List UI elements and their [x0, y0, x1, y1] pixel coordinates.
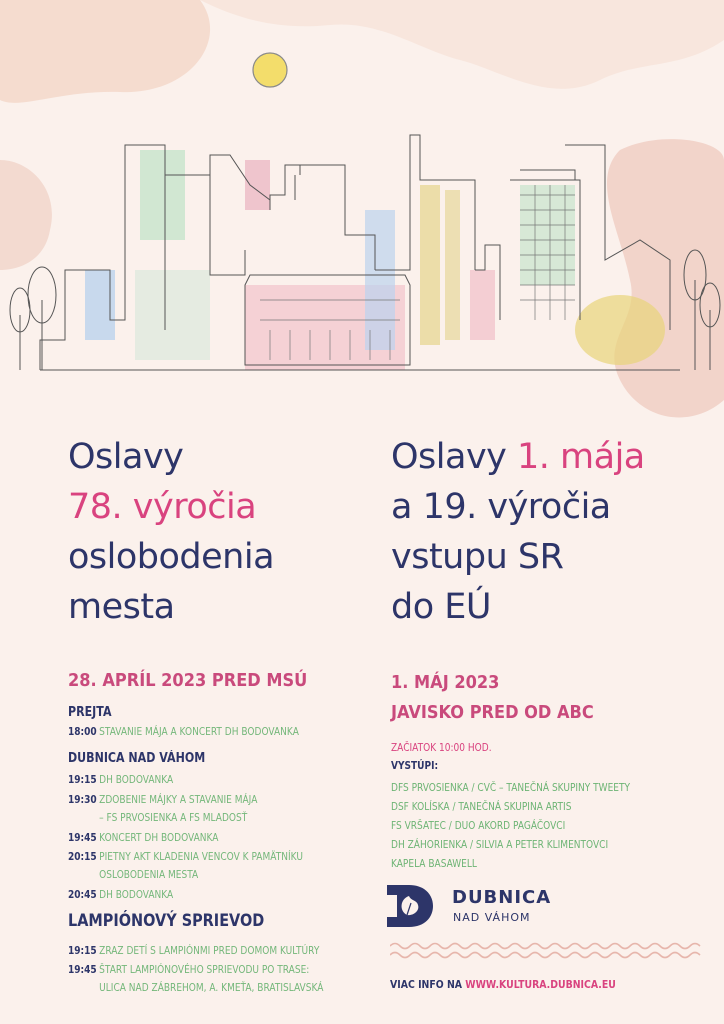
performer-item: DH ZÁHORIENKA / SILVIA A PETER KLIMENTOVCI [391, 838, 609, 851]
sun-icon [253, 53, 287, 87]
right-headline-line2: a 19. výročia [391, 487, 611, 527]
right-headline-line4: do EÚ [391, 587, 491, 627]
section-title-prejta: PREJTA [68, 705, 112, 720]
left-headline-line2: 78. výročia [68, 487, 257, 527]
logo-subtitle: NAD VÁHOM [453, 911, 531, 924]
schedule-row: OSLOBODENIA MESTA [99, 868, 199, 881]
schedule-row: 19:15 DH BODOVANKA [68, 773, 174, 786]
performers-label: VYSTÚPI: [391, 759, 439, 772]
dubnica-logo-icon [385, 883, 435, 929]
footer-info: VIAC INFO NA WWW.KULTURA.DUBNICA.EU [390, 978, 616, 991]
schedule-row: ULICA NAD ZÁBREHOM, A. KMEŤA, BRATISLAVSKÁ [99, 981, 324, 994]
schedule-row: – FS PRVOSIENKA A FS MLADOSŤ [99, 811, 248, 824]
schedule-row: 19:15 ZRAZ DETÍ S LAMPIÓNMI PRED DOMOM KULTÚRY [68, 944, 320, 957]
section-title-dubnica: DUBNICA NAD VÁHOM [68, 751, 206, 766]
performer-item: KAPELA BASAWELL [391, 857, 477, 870]
performer-item: DFS PRVOSIENKA / CVČ – TANEČNÁ SKUPINY TWEETY [391, 781, 631, 794]
right-headline [391, 432, 711, 632]
wavy-divider [390, 940, 706, 962]
left-headline-line4: mesta [68, 587, 175, 627]
city-skyline-illustration [0, 0, 724, 430]
right-venue: JAVISKO PRED OD ABC [391, 702, 594, 723]
schedule-row: 18:00 STAVANIE MÁJA A KONCERT DH BODOVANKA [68, 725, 299, 738]
right-headline-line3: vstupu SR [391, 537, 564, 577]
right-headline-line1: Oslavy 1. mája [391, 437, 645, 477]
performer-item: DSF KOLÍSKA / TANEČNÁ SKUPINA ARTIS [391, 800, 572, 813]
schedule-row: 19:45 KONCERT DH BODOVANKA [68, 831, 219, 844]
logo-name: DUBNICA [452, 887, 552, 908]
left-headline-line3: oslobodenia [68, 537, 275, 577]
right-date: 1. MÁJ 2023 [391, 672, 500, 693]
schedule-row: 20:15 PIETNY AKT KLADENIA VENCOV K PAMÄTNÍKU [68, 850, 303, 863]
schedule-row: 19:45 ŠTART LAMPIÓNOVÉHO SPRIEVODU PO TRASE: [68, 963, 310, 976]
website-link[interactable]: WWW.KULTURA.DUBNICA.EU [465, 978, 616, 991]
schedule-row: 20:45 DH BODOVANKA [68, 888, 174, 901]
left-headline-line1: Oslavy [68, 437, 184, 477]
start-time: ZAČIATOK 10:00 HOD. [391, 741, 492, 754]
section-title-lampionovy: LAMPIÓNOVÝ SPRIEVOD [68, 911, 265, 931]
performer-item: FS VRŠATEC / DUO AKORD PAGÁČOVCI [391, 819, 566, 832]
schedule-row: 19:30 ZDOBENIE MÁJKY A STAVANIE MÁJA [68, 793, 258, 806]
left-date: 28. APRÍL 2023 PRED MSÚ [68, 670, 308, 691]
left-headline [68, 432, 368, 632]
